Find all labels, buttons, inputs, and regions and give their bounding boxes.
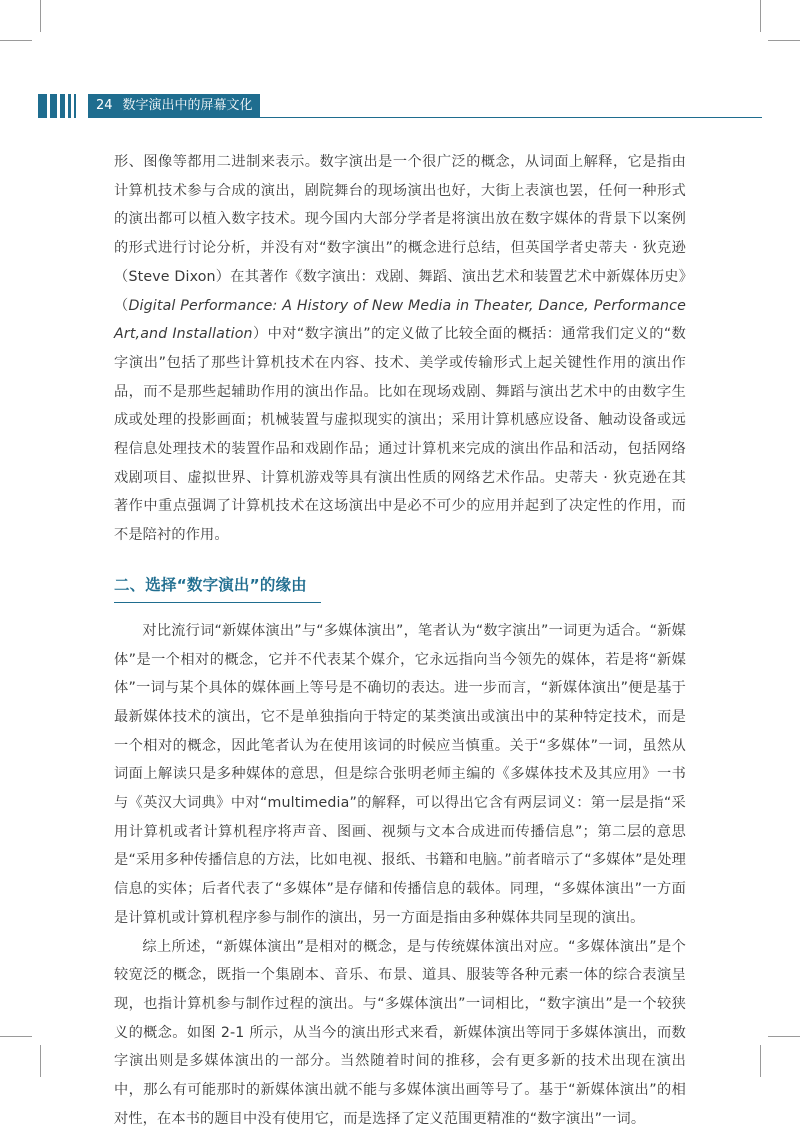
crop-mark [768,40,800,41]
crop-mark [40,0,41,32]
paragraph: 综上所述，“新媒体演出”是相对的概念，是与传统媒体演出对应。“多媒体演出”是个较宽泛的概念，既指一个集剧本、音乐、布景、道具、服装等各种元素一体的综合表演呈现，也指计算机参与制作过程的演出。与“多媒体演出”一词相比，“数字演出”是一个较狭义的概念。如图 2-1 所示，从当今的演出形式来看，新媒体演出等同于多媒体演出，而数字演出则是多媒体演出的一部分。当然随着时间的推移，会有更多新的技术出现在演出中，那么有可能那时的新媒体演出就不能与多媒体演出画等号了。基于“新媒体演出”的相对性，在本书的题目中没有使用它，而是选择了定义范围更精准的“数字演出”一词。 [114,938,686,1127]
page-number: 24 [96,98,113,113]
header-decoration [38,94,76,118]
paragraph [114,148,686,550]
crop-mark [760,1045,761,1077]
book-title-english: Digital Performance: A History of New Media in Theater, Dance, Performance Art,and Installation [114,297,687,343]
page-body [114,148,686,1134]
crop-mark [0,40,32,41]
crop-mark [0,1036,32,1037]
paragraph-text: 形、图像等都用二进制来表示。数字演出是一个很广泛的概念，从词面上解释，它是指由计算机技术参与合成的演出，剧院舞台的现场演出也好，大街上表演也罢，任何一种形式的演出都可以植入数字技术。现今国内大部分学者是将演出放在数字媒体的背景下以案例的形式进行讨论分析，并没有对“数字演出”的概念进行总结，但英国学者史蒂夫 · 狄克逊（Steve Dixon）在其著作《数字演出：戏剧、舞蹈、演出艺术和装置艺术中新媒体历史》（ [114,154,686,314]
crop-mark [40,1045,41,1077]
running-title: 数字演出中的屏幕文化 [122,98,253,113]
paragraph-text: ）中对“数字演出”的定义做了比较全面的概括：通常我们定义的“数字演出”包括了那些计算机技术在内容、技术、美学或传输形式上起关键性作用的演出作品，而不是那些起辅助作用的演出作品。比如在现场戏剧、舞蹈与演出艺术中的由数字生成或处理的投影画面；机械装置与虚拟现实的演出；采用计算机感应设备、触动设备或远程信息处理技术的装置作品和戏剧作品；通过计算机来完成的演出作品和活动，包括网络戏剧项目、虚拟世界、计算机游戏等具有演出性质的网络艺术作品。史蒂夫 · 狄克逊在其著作中重点强调了计算机技术在这场演出中是必不可少的应用并起到了决定性的作用，而不是陪衬的作用。 [114,326,686,544]
section-heading: 二、选择“数字演出”的缘由 [114,572,321,603]
running-header [88,94,260,118]
crop-mark [760,0,761,32]
crop-mark [768,1036,800,1037]
header-rule [88,117,762,118]
paragraph: 对比流行词“新媒体演出”与“多媒体演出”，笔者认为“数字演出”一词更为适合。“新媒体”是一个相对的概念，它并不代表某个媒介，它永远指向当今领先的媒体，若是将“新媒体”一词与某个具体的媒体画上等号是不确切的表达。进一步而言，“新媒体演出”便是基于最新媒体技术的演出，它不是单独指向于特定的某类演出或演出中的某种特定技术，而是一个相对的概念，因此笔者认为在使用该词的时候应当慎重。关于“多媒体”一词，虽然从词面上解读只是多种媒体的意思，但是综合张明老师主编的《多媒体技术及其应用》一书与《英汉大词典》中对“multimedia”的解释，可以得出它含有两层词义：第一层是指“采用计算机或者计算机程序将声音、图画、视频与文本合成进而传播信息”；第二层的意思是“采用多种传播信息的方法，比如电视、报纸、书籍和电脑。”前者暗示了“多媒体”是处理信息的实体；后者代表了“多媒体”是存储和传播信息的载体。同理，“多媒体演出”一方面是计算机或计算机程序参与制作的演出，另一方面是指由多种媒体共同呈现的演出。 [114,622,686,926]
